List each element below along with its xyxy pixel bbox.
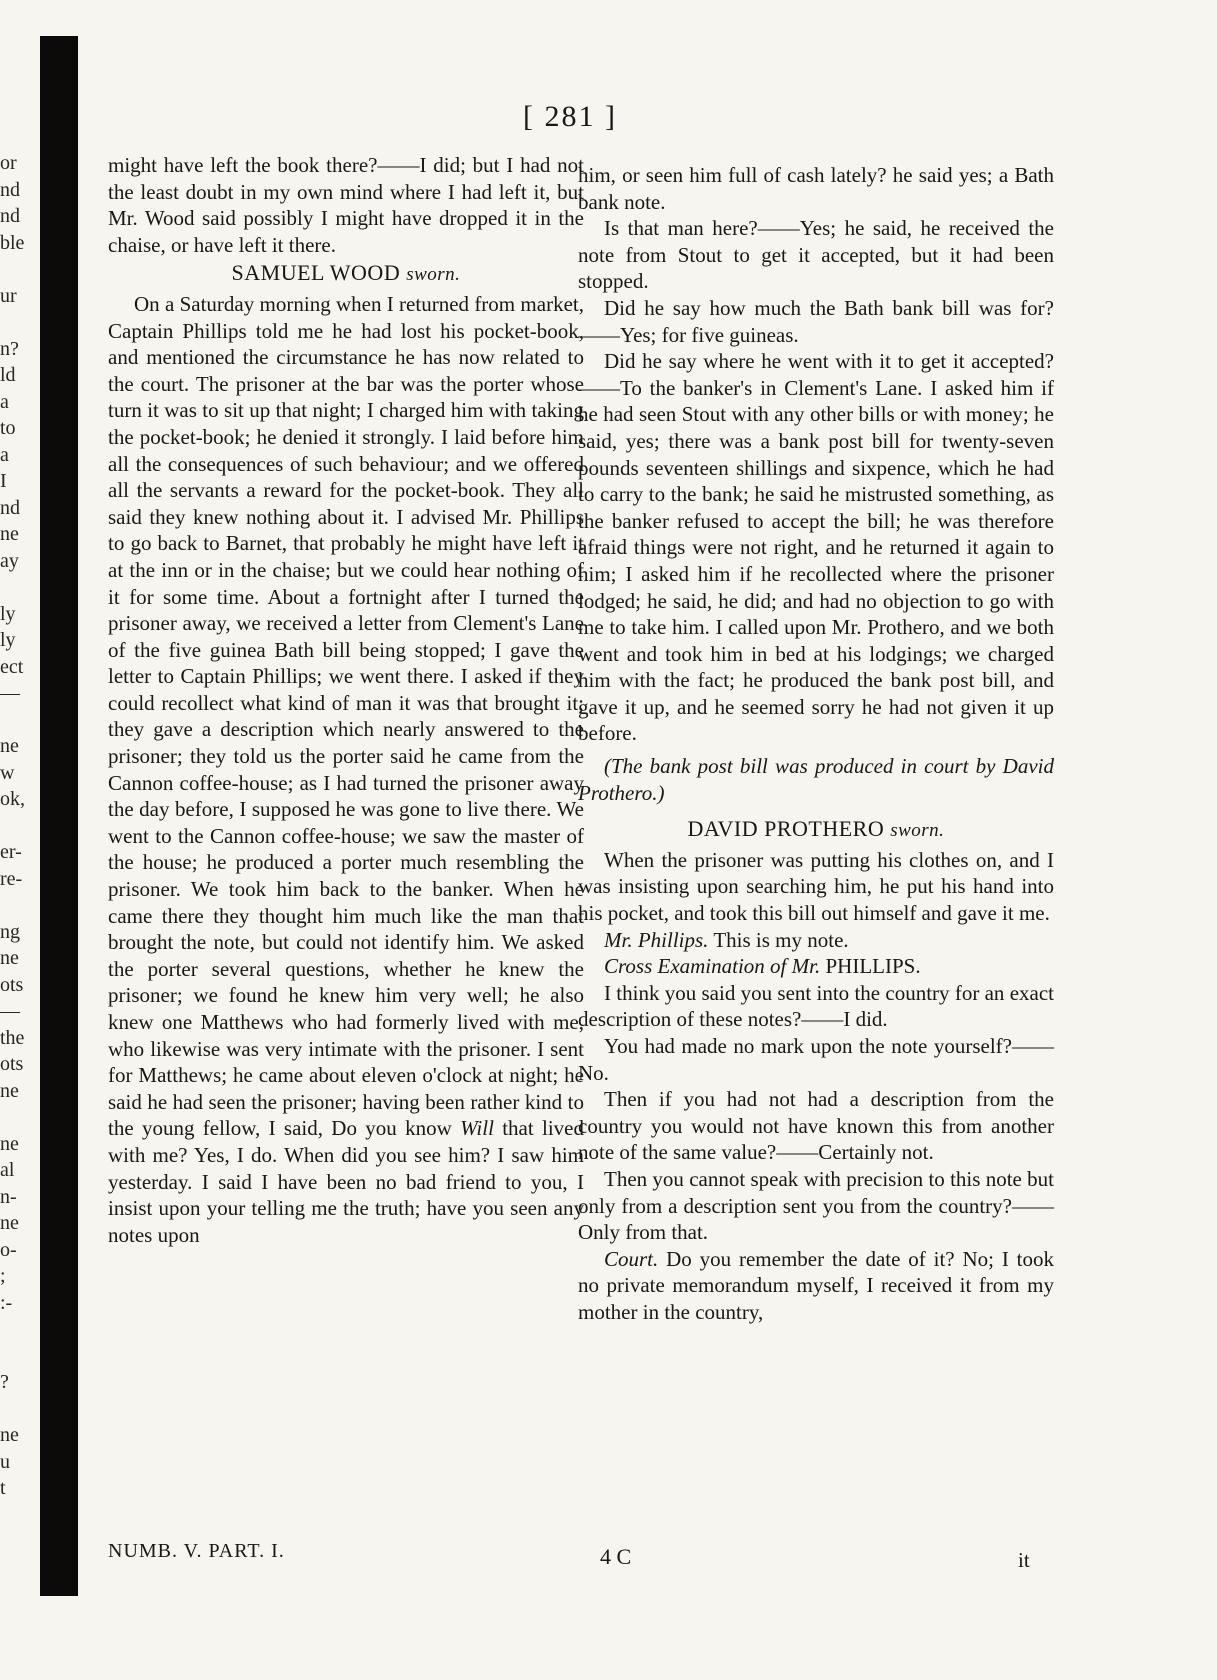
margin-fragment: ay [0,549,19,572]
sworn-label: sworn. [890,820,945,842]
margin-fragment: or [0,152,17,174]
margin-fragment [0,892,34,919]
speaker-text: This is my note. [713,927,849,952]
cross-exam-heading [578,953,1054,980]
qa-paragraph: Did he say where he went with it to get it accepted?——To the banker's in Clement's Lane. I asked him if he had seen Stout with any other bills or with money; he said, yes; there was a bank post bill for twenty-seven pounds seventeen shillings and sixpence, which he had to carry to the bank; he said he mistrusted something, as the banker refused to accept the bill; he was therefore afraid things were not right, and he returned it again to him; I asked him if he recollected where the prisoner lodged; he said, he did; and had no objection to go with me to take him. I called upon Mr. Prothero, and we both went and took him in bed at his lodgings; we charged him with the fact; he produced the bank post bill, and gave it up, and he seemed sorry he had not given it up before. [578,349,1054,746]
signature-mark: 4 C [600,1544,632,1569]
binding-shadow [40,36,78,1596]
witness-heading-david-prothero [578,816,1054,845]
court-note: (The bank post bill was produced in court by David Prothero.) [578,754,1054,805]
sworn-label: sworn. [406,264,461,286]
cross-exam-name: PHILLIPS. [825,954,921,979]
margin-fragment: ots [0,973,24,996]
speaker-paragraph [578,927,1054,954]
cross-exam-label: Cross Examination of Mr. [604,954,821,979]
speaker-label: Court. [604,1246,659,1271]
qa-paragraph: Did he say how much the Bath bank bill was for?——Yes; for five guineas. [578,295,1054,347]
margin-fragment: nd [0,178,20,201]
page-number: [ 281 ] [523,100,617,133]
margin-fragment: al [0,1159,15,1181]
margin-fragment: nd [0,496,20,519]
margin-fragment [0,1396,34,1423]
margin-fragment: ble [0,231,25,254]
margin-fragment: ect [0,655,24,678]
margin-fragment: ? [0,1371,9,1393]
margin-fragment [0,1343,34,1370]
margin-fragment: ly [0,629,16,651]
margin-fragment: ly [0,602,16,625]
margin-fragment: ne [0,523,19,545]
right-column [578,162,1054,1326]
qa-paragraph: Then you cannot speak with precision to this note but only from a description sent you from the country?——Only from that. [578,1166,1054,1245]
testimony-text-end: that lived with me? Yes, I do. When did you see him? I saw him yesterday. I said I have been no bad friend to you, I insist upon your telling me the truth; have you seen any notes upon [108,1116,585,1247]
testimony-paragraph [108,291,584,1248]
margin-fragment: ne [0,1079,19,1102]
margin-fragment: ok, [0,788,25,810]
margin-fragment: a [0,390,9,413]
margin-fragment: ne [0,1132,19,1155]
margin-fragment: a [0,443,9,466]
witness-name: SAMUEL WOOD [231,260,401,286]
margin-fragment: — [0,1000,20,1022]
margin-fragment [0,256,34,283]
margin-fragment: n? [0,337,19,360]
margin-fragment: ; [0,1265,6,1287]
witness-heading-samuel-wood [108,260,584,289]
name-will: Will [460,1116,494,1141]
margin-fragment: the [0,1026,25,1049]
margin-fragment [0,309,34,336]
margin-fragment: ne [0,1212,19,1234]
right-continued-paragraph: him, or seen him full of cash lately? he said yes; a Bath bank note. [578,163,1054,214]
margin-fragment: — [0,682,20,704]
testimony-paragraph: When the prisoner was putting his clothes on, and I was insisting upon searching him, he put his hand into his pocket, and took this bill out himself and gave it me. [578,847,1054,926]
margin-fragment [0,574,34,601]
margin-fragment: u [0,1450,10,1473]
margin-fragment: ne [0,947,19,969]
left-column [108,152,584,1248]
speaker-text: Do you remember the date of it? No; I took no private memorandum myself, I received it from my mother in the country, [578,1246,1055,1324]
margin-fragment: ld [0,364,16,386]
margin-fragment: o- [0,1238,17,1261]
left-continued-paragraph: might have left the book there?——I did; but I had not the least doubt in my own mind where I had left it, but Mr. Wood said possibly I might have dropped it in the chaise, or have left it there. [108,153,584,257]
margin-fragment: ne [0,735,19,757]
margin-fragment: re- [0,867,23,890]
margin-fragment: :- [0,1291,13,1314]
testimony-text: On a Saturday morning when I returned from market, Captain Phillips told me he had lost his pocket-book, and mentioned the circumstance he has now related to the court. The prisoner at the bar was the porter whose turn it was to sit up that night; I charged him with taking the pocket-book; he denied it strongly. I laid before him all the consequences of such behaviour; and we offered all the servants a reward for the pocket-book. They all said they knew nothing about it. I advised Mr. Phillips to go back to Barnet, that probably he might have left it at the inn or in the chaise; but we could hear nothing of it for some time. About a fortnight after I turned the prisoner away, we received a letter from Clement's Lane of the five guinea Bath bill being stopped; I gave the letter to Captain Phillips; we went there. I asked if they could recollect what kind of man it was that brought it; they gave a description which nearly answered to the prisoner; they told us the porter said he came from the Cannon coffee-house; as I had turned the prisoner away the day before, I supposed he was gone to live there. We went to the Cannon coffee-house; we saw the master of the house; he produced a porter much resembling the prisoner. We took him back to the banker. When he came there they thought him much like the man that brought the note, but could not identify him. We asked the porter several questions, whether he knew the prisoner; we found he knew him very well; he also knew one Matthews who had formerly lived with me, who likewise was very intimate with the prisoner. I sent for Matthews; he came about eleven o'clock at night; he said he had seen the prisoner; having been rather kind to the young fellow, I said, Do you know [108,291,584,1141]
margin-fragment: to [0,417,16,439]
margin-fragment [0,1104,34,1131]
margin-fragment: ots [0,1053,24,1075]
footer-number-part: NUMB. V. PART. I. [108,1540,285,1562]
margin-fragment: I [0,470,7,492]
speaker-paragraph [578,1246,1054,1326]
qa-paragraph: I think you said you sent into the country for an exact description of these notes?——I did. [578,980,1054,1032]
speaker-label: Mr. Phillips. [604,927,709,952]
qa-paragraph: You had made no mark upon the note yourself?——No. [578,1034,1054,1085]
margin-fragment: ne [0,1424,19,1446]
margin-fragment: nd [0,205,20,227]
qa-paragraph: Is that man here?——Yes; he said, he received the note from Stout to get it accepted, but it had been stopped. [578,216,1054,294]
margin-fragment [0,813,34,840]
margin-fragment: t [0,1477,6,1499]
margin-fragment: w [0,761,15,784]
opposite-page-edge [0,150,34,1600]
catchword: it [1018,1548,1030,1572]
margin-fragment: n- [0,1185,17,1208]
witness-name: DAVID PROTHERO [687,816,885,842]
margin-fragment [0,1316,34,1343]
margin-fragment: ng [0,920,20,943]
margin-fragment [0,707,34,734]
qa-paragraph: Then if you had not had a description from the country you would not have known this from another note of the same value?——Certainly not. [578,1087,1054,1165]
margin-fragment: ur [0,284,17,307]
margin-fragment: er- [0,841,22,863]
